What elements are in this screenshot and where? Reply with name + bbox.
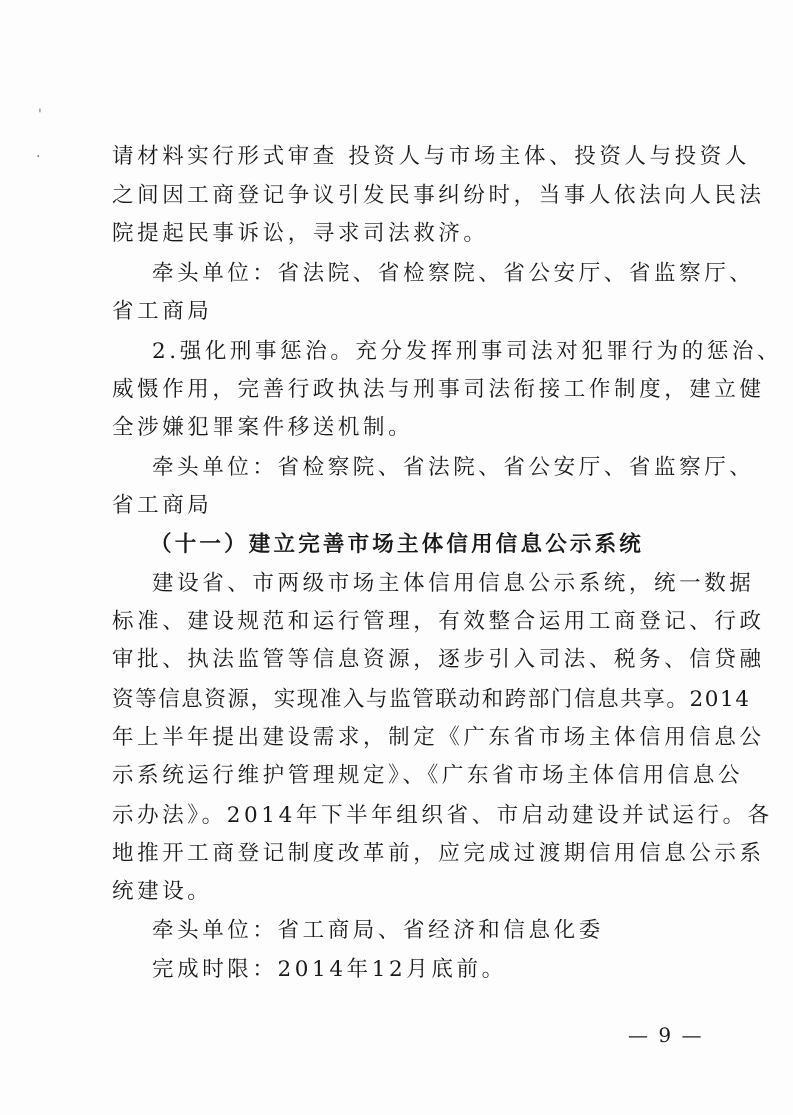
- body-text-line: 审批、执法监管等信息资源，逐步引入司法、税务、信贷融: [112, 647, 765, 672]
- lead-unit-line: 省工商局: [112, 299, 213, 324]
- body-text-line: 示系统运行维护管理规定》、《广东省市场主体信用信息公: [112, 763, 744, 788]
- body-text-line: 威慑作用，完善行政执法与刑事司法衔接工作制度，建立健: [112, 377, 765, 402]
- deadline-line: 完成时限：2014年12月底前。: [152, 957, 507, 982]
- body-text-line: 统建设。: [112, 879, 213, 904]
- body-text-line: 年上半年提出建设需求，制定《广东省市场主体信用信息公: [112, 725, 765, 750]
- body-text-line: 请材料实行形式审查 投资人与市场主体、投资人与投资人: [112, 144, 750, 169]
- scan-speck: ·: [36, 149, 41, 165]
- body-text-line: 全涉嫌犯罪案件移送机制。: [112, 415, 414, 440]
- lead-unit-line: 牵头单位：省法院、省检察院、省公安厅、省监察厅、: [152, 261, 755, 286]
- body-text-line: 标准、建设规范和运行管理，有效整合运用工商登记、行政: [112, 609, 765, 634]
- scan-speck: ': [38, 107, 42, 123]
- body-text-line: 示办法》。2014年下半年组织省、市启动建设并试运行。各: [112, 803, 773, 828]
- body-text-line: 建设省、市两级市场主体信用信息公示系统，统一数据: [152, 571, 755, 596]
- body-text-line: 2.强化刑事惩治。充分发挥刑事司法对犯罪行为的惩治、: [152, 339, 783, 364]
- page-number: — 9 —: [628, 1023, 704, 1047]
- body-text-line: 之间因工商登记争议引发民事纠纷时，当事人依法向人民法: [112, 183, 765, 208]
- body-text-line: 院提起民事诉讼，寻求司法救济。: [112, 221, 489, 246]
- lead-unit-line: 牵头单位：省工商局、省经济和信息化委: [152, 918, 604, 943]
- section-heading: （十一）建立完善市场主体信用信息公示系统: [150, 532, 645, 557]
- lead-unit-line: 省工商局: [112, 493, 213, 518]
- lead-unit-line: 牵头单位：省检察院、省法院、省公安厅、省监察厅、: [152, 455, 755, 480]
- body-text-line: 资等信息资源，实现准入与监管联动和跨部门信息共享。2014: [112, 687, 751, 712]
- body-text-line: 地推开工商登记制度改革前，应完成过渡期信用信息公示系: [112, 841, 765, 866]
